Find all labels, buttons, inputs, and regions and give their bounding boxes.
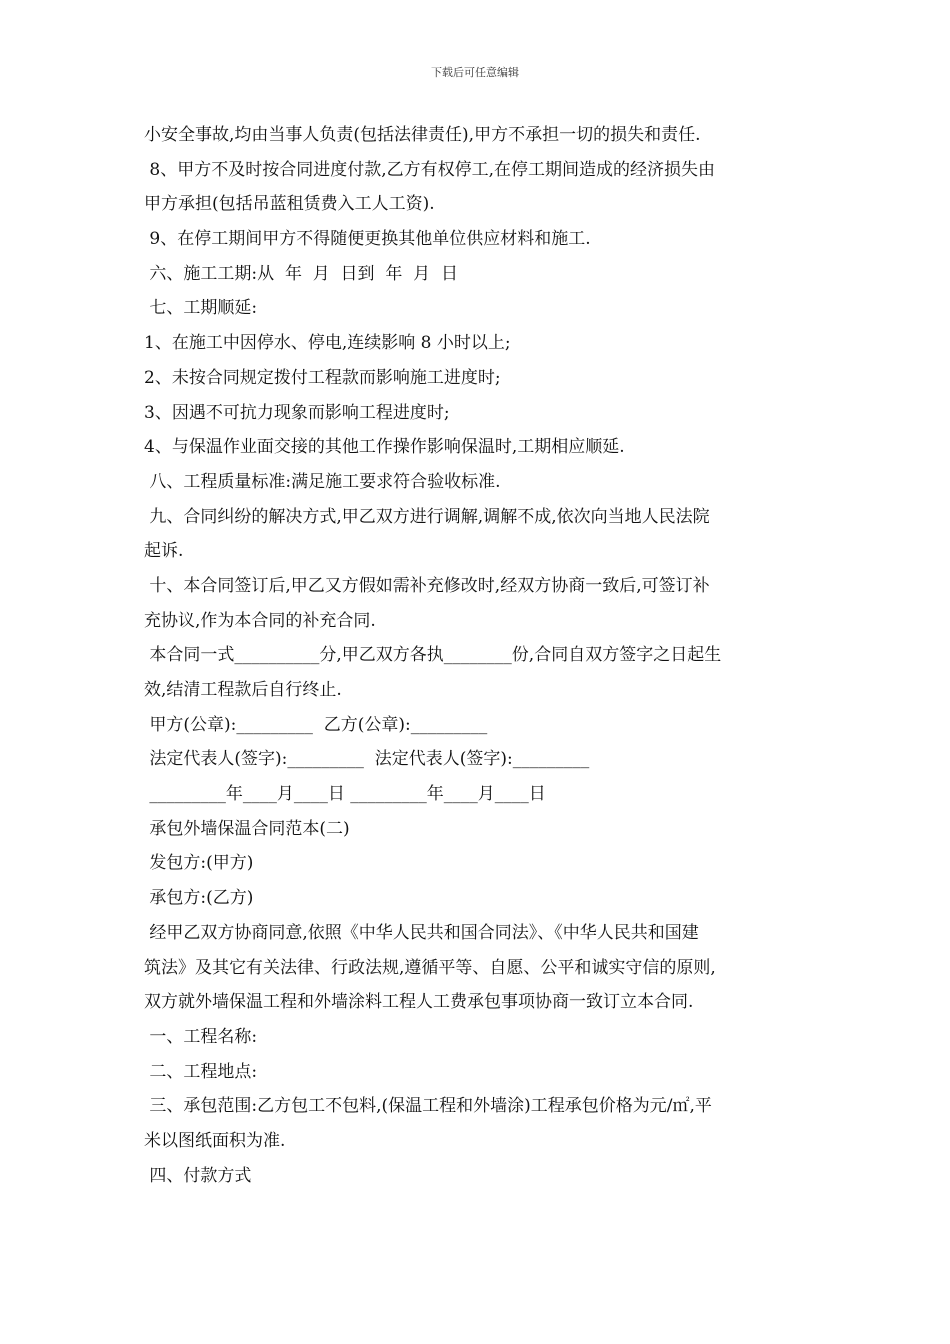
signature-line: 法定代表人(签字):_________ 法定代表人(签字):_________ [144,749,590,770]
text-line: 2、未按合同规定拨付工程款而影响施工进度时; [144,367,501,388]
text-line: 十、本合同签订后,甲乙又方假如需补充修改时,经双方协商一致后,可签订补 [144,575,710,596]
text-line: 承包方:(乙方) [144,888,254,909]
section-title: 承包外墙保温合同范本(二) [144,818,350,839]
text-line: 充协议,作为本合同的补充合同. [144,610,376,631]
text-line: 4、与保温作业面交接的其他工作操作影响保温时,工期相应顺延. [144,437,625,458]
page-header: 下载后可任意编辑 [431,66,519,79]
text-line: 1、在施工中因停水、停电,连续影响 8 小时以上; [144,333,511,354]
text-line: 二、工程地点: [144,1061,258,1082]
text-line: 米以图纸面积为准. [144,1130,286,1151]
text-line: 发包方:(甲方) [144,853,254,874]
text-line: 本合同一式__________分,甲乙双方各执________份,合同自双方签字之日起生 [144,645,722,666]
text-line: 八、工程质量标准:满足施工要求符合验收标准. [144,471,501,492]
document-body [144,118,814,1193]
date-line: _________年____月____日 _________年____月____日 [144,784,546,805]
text-line: 双方就外墙保温工程和外墙涂料工程人工费承包事项协商一致订立本合同. [144,992,694,1013]
text-line: 起诉. [144,541,184,562]
text-line: 筑法》及其它有关法律、行政法规,遵循平等、自愿、公平和诚实守信的原则, [144,957,716,978]
text-line: 小安全事故,均由当事人负责(包括法律责任),甲方不承担一切的损失和责任. [144,125,701,145]
text-line: 七、工期顺延: [144,298,258,319]
text-line: 效,结清工程款后自行终止. [144,680,342,700]
text-line: 四、付款方式 [144,1165,252,1186]
text-line: 甲方承担(包括吊蓝租赁费入工人工资). [144,194,435,215]
text-line: 3、因遇不可抗力现象而影响工程进度时; [144,402,450,423]
text-line: 九、合同纠纷的解决方式,甲乙双方进行调解,调解不成,依次向当地人民法院 [144,506,710,527]
text-line: 三、承包范围:乙方包工不包料,(保温工程和外墙涂)工程承包价格为元/㎡,平 [144,1096,712,1117]
text-line: 六、施工工期:从 年 月 日到 年 月 日 [144,263,458,284]
signature-line: 甲方(公章):_________ 乙方(公章):_________ [144,714,488,735]
text-line: 8、甲方不及时按合同进度付款,乙方有权停工,在停工期间造成的经济损失由 [144,159,716,180]
text-line: 一、工程名称: [144,1026,258,1047]
text-line: 经甲乙双方协商同意,依照《中华人民共和国合同法》、《中华人民共和国建 [144,922,699,943]
text-line: 9、在停工期间甲方不得随便更换其他单位供应材料和施工. [144,229,591,250]
